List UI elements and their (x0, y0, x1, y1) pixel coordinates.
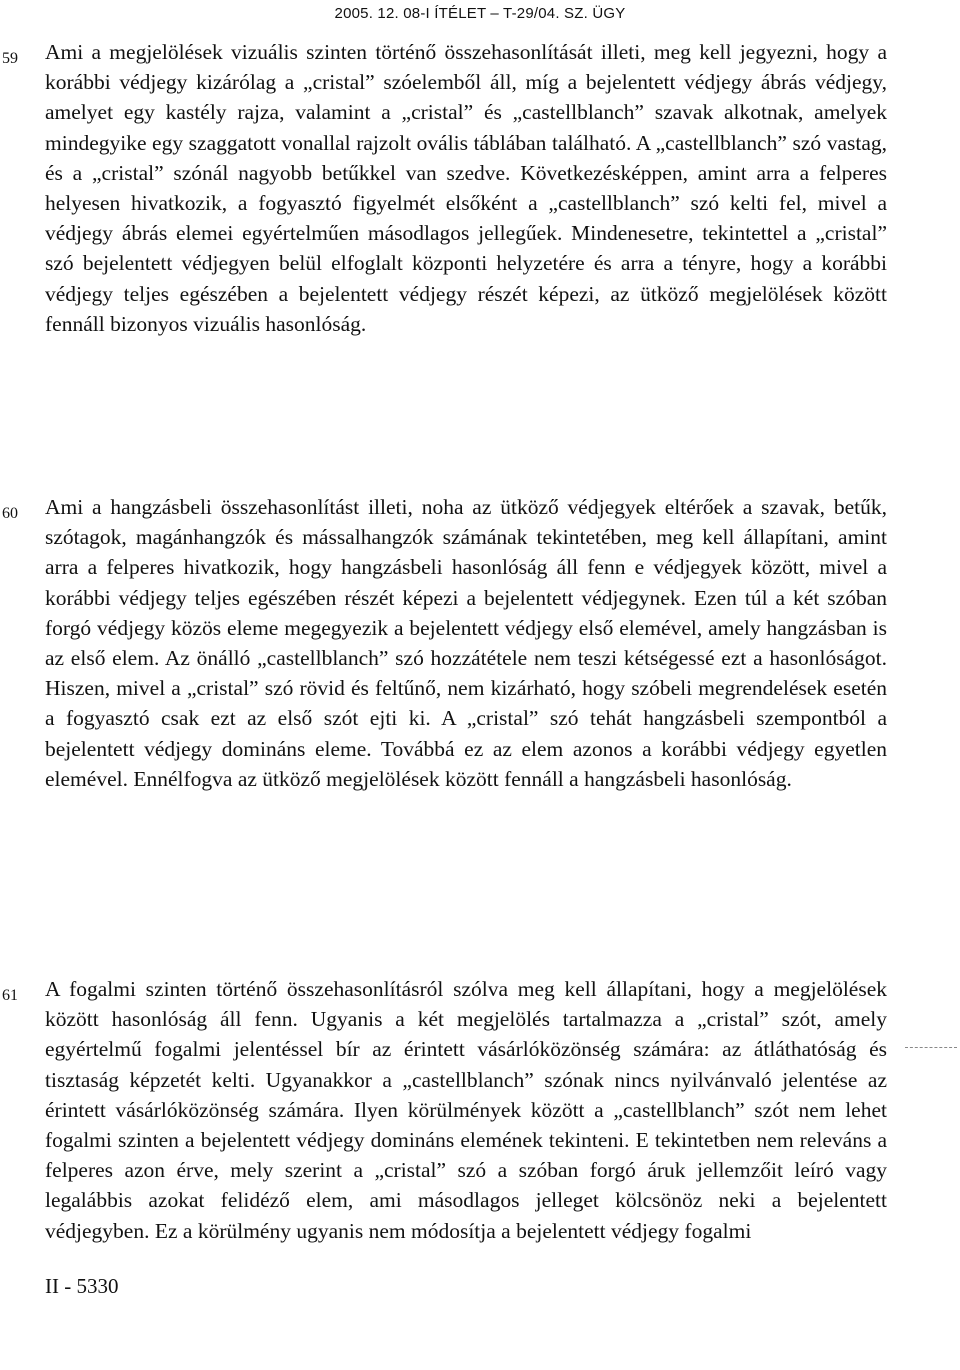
paragraph-number-60: 60 (2, 505, 18, 522)
page-header: 2005. 12. 08-I ÍTÉLET – T-29/04. SZ. ÜGY (334, 5, 626, 22)
paragraph-60-text: Ami a hangzásbeli összehasonlítást illeti, noha az ütköző védjegyek eltérőek a szavak, betűk, szótagok, magánhangzók és mássalhangzók számának tekintetében, meg kell állapítani, amint arra a felperes hivatkozik, hogy hangzásbeli hasonlóság áll fenn e védjegyek között, mivel a korábbi védjegy teljes egészében részét képezi a bejelentett védjegynek. Ezen túl a két szóban forgó védjegy közös eleme megegyezik a bejelentett védjegy első elemével, amely hangzásban is az első elem. Az önálló „castellblanch” szó hozzátétele nem teszi kétségessé ezt a hasonlóságot. Hiszen, mivel a „cristal” szó rövid és feltűnő, nem kizárható, hogy szóbeli megrendelések esetén a fogyasztó csak ezt az első szót ejti ki. A „cristal” szó tehát hangzásbeli szempontból a bejelentett védjegy domináns eleme. Továbbá ez az elem azonos a korábbi védjegy egyetlen elemével. Ennélfogva az ütköző megjelölések között fennáll a hangzásbeli hasonlóság. (45, 495, 887, 791)
margin-dash-mark (905, 1047, 957, 1048)
paragraph-59-text: Ami a megjelölések vizuális szinten történő összehasonlítását illeti, meg kell jegyezni, hogy a korábbi védjegy kizárólag a „cristal” szóelemből áll, míg a bejelentett védjegy ábrás védjegy, amelyet egy kastély rajza, valamint a „cristal” és „castellblanch” szavak alkotnak, amelyek mindegyike egy szaggatott vonallal rajzolt ovális táblában található. A „castellblanch” szó vastag, és a „cristal” szónál nagyobb betűkkel van szedve. Következésképpen, amint arra a felperes helyesen hivatkozik, a fogyasztó figyelmét elsőként a „castellblanch” szó kelti fel, mivel a védjegy ábrás elemei egyértelműen másodlagos jellegűek. Mindenesetre, tekintettel a „cristal” szó bejelentett védjegyen belül elfoglalt központi helyzetére és arra a tényre, hogy a korábbi védjegy teljes egészében a bejelentett védjegy részét képezi, az ütköző megjelölések között fennáll bizonyos vizuális hasonlóság. (45, 40, 887, 336)
page-number-footer: II - 5330 (45, 1274, 119, 1298)
paragraph-number-61: 61 (2, 987, 18, 1004)
paragraph-number-59: 59 (2, 50, 18, 67)
paragraph-61-text: A fogalmi szinten történő összehasonlításról szólva meg kell állapítani, hogy a megjelölések között hasonlóság áll fenn. Ugyanis a két megjelölés tartalmazza a „cristal” szót, amely egyértelmű fogalmi jelentéssel bír az érintett vásárlóközönség számára: az átláthatóság és tisztaság képzetét kelti. Ugyanakkor a „castellblanch” szónak nincs nyilvánvaló jelentése az érintett vásárlóközönség számára. Ilyen körülmények között a „castellblanch” szót nem lehet fogalmi szinten a bejelentett védjegy domináns elemének tekinteni. E tekintetben nem releváns a felperes azon érve, mely szerint a „cristal” szó a szóban forgó áruk jellemzőit leíró vagy legalábbis azokat felidéző elem, ami másodlagos jelleget kölcsönöz neki a bejelentett védjegyben. Ez a körülmény ugyanis nem módosítja a bejelentett védjegy fogalmi (45, 977, 887, 1243)
